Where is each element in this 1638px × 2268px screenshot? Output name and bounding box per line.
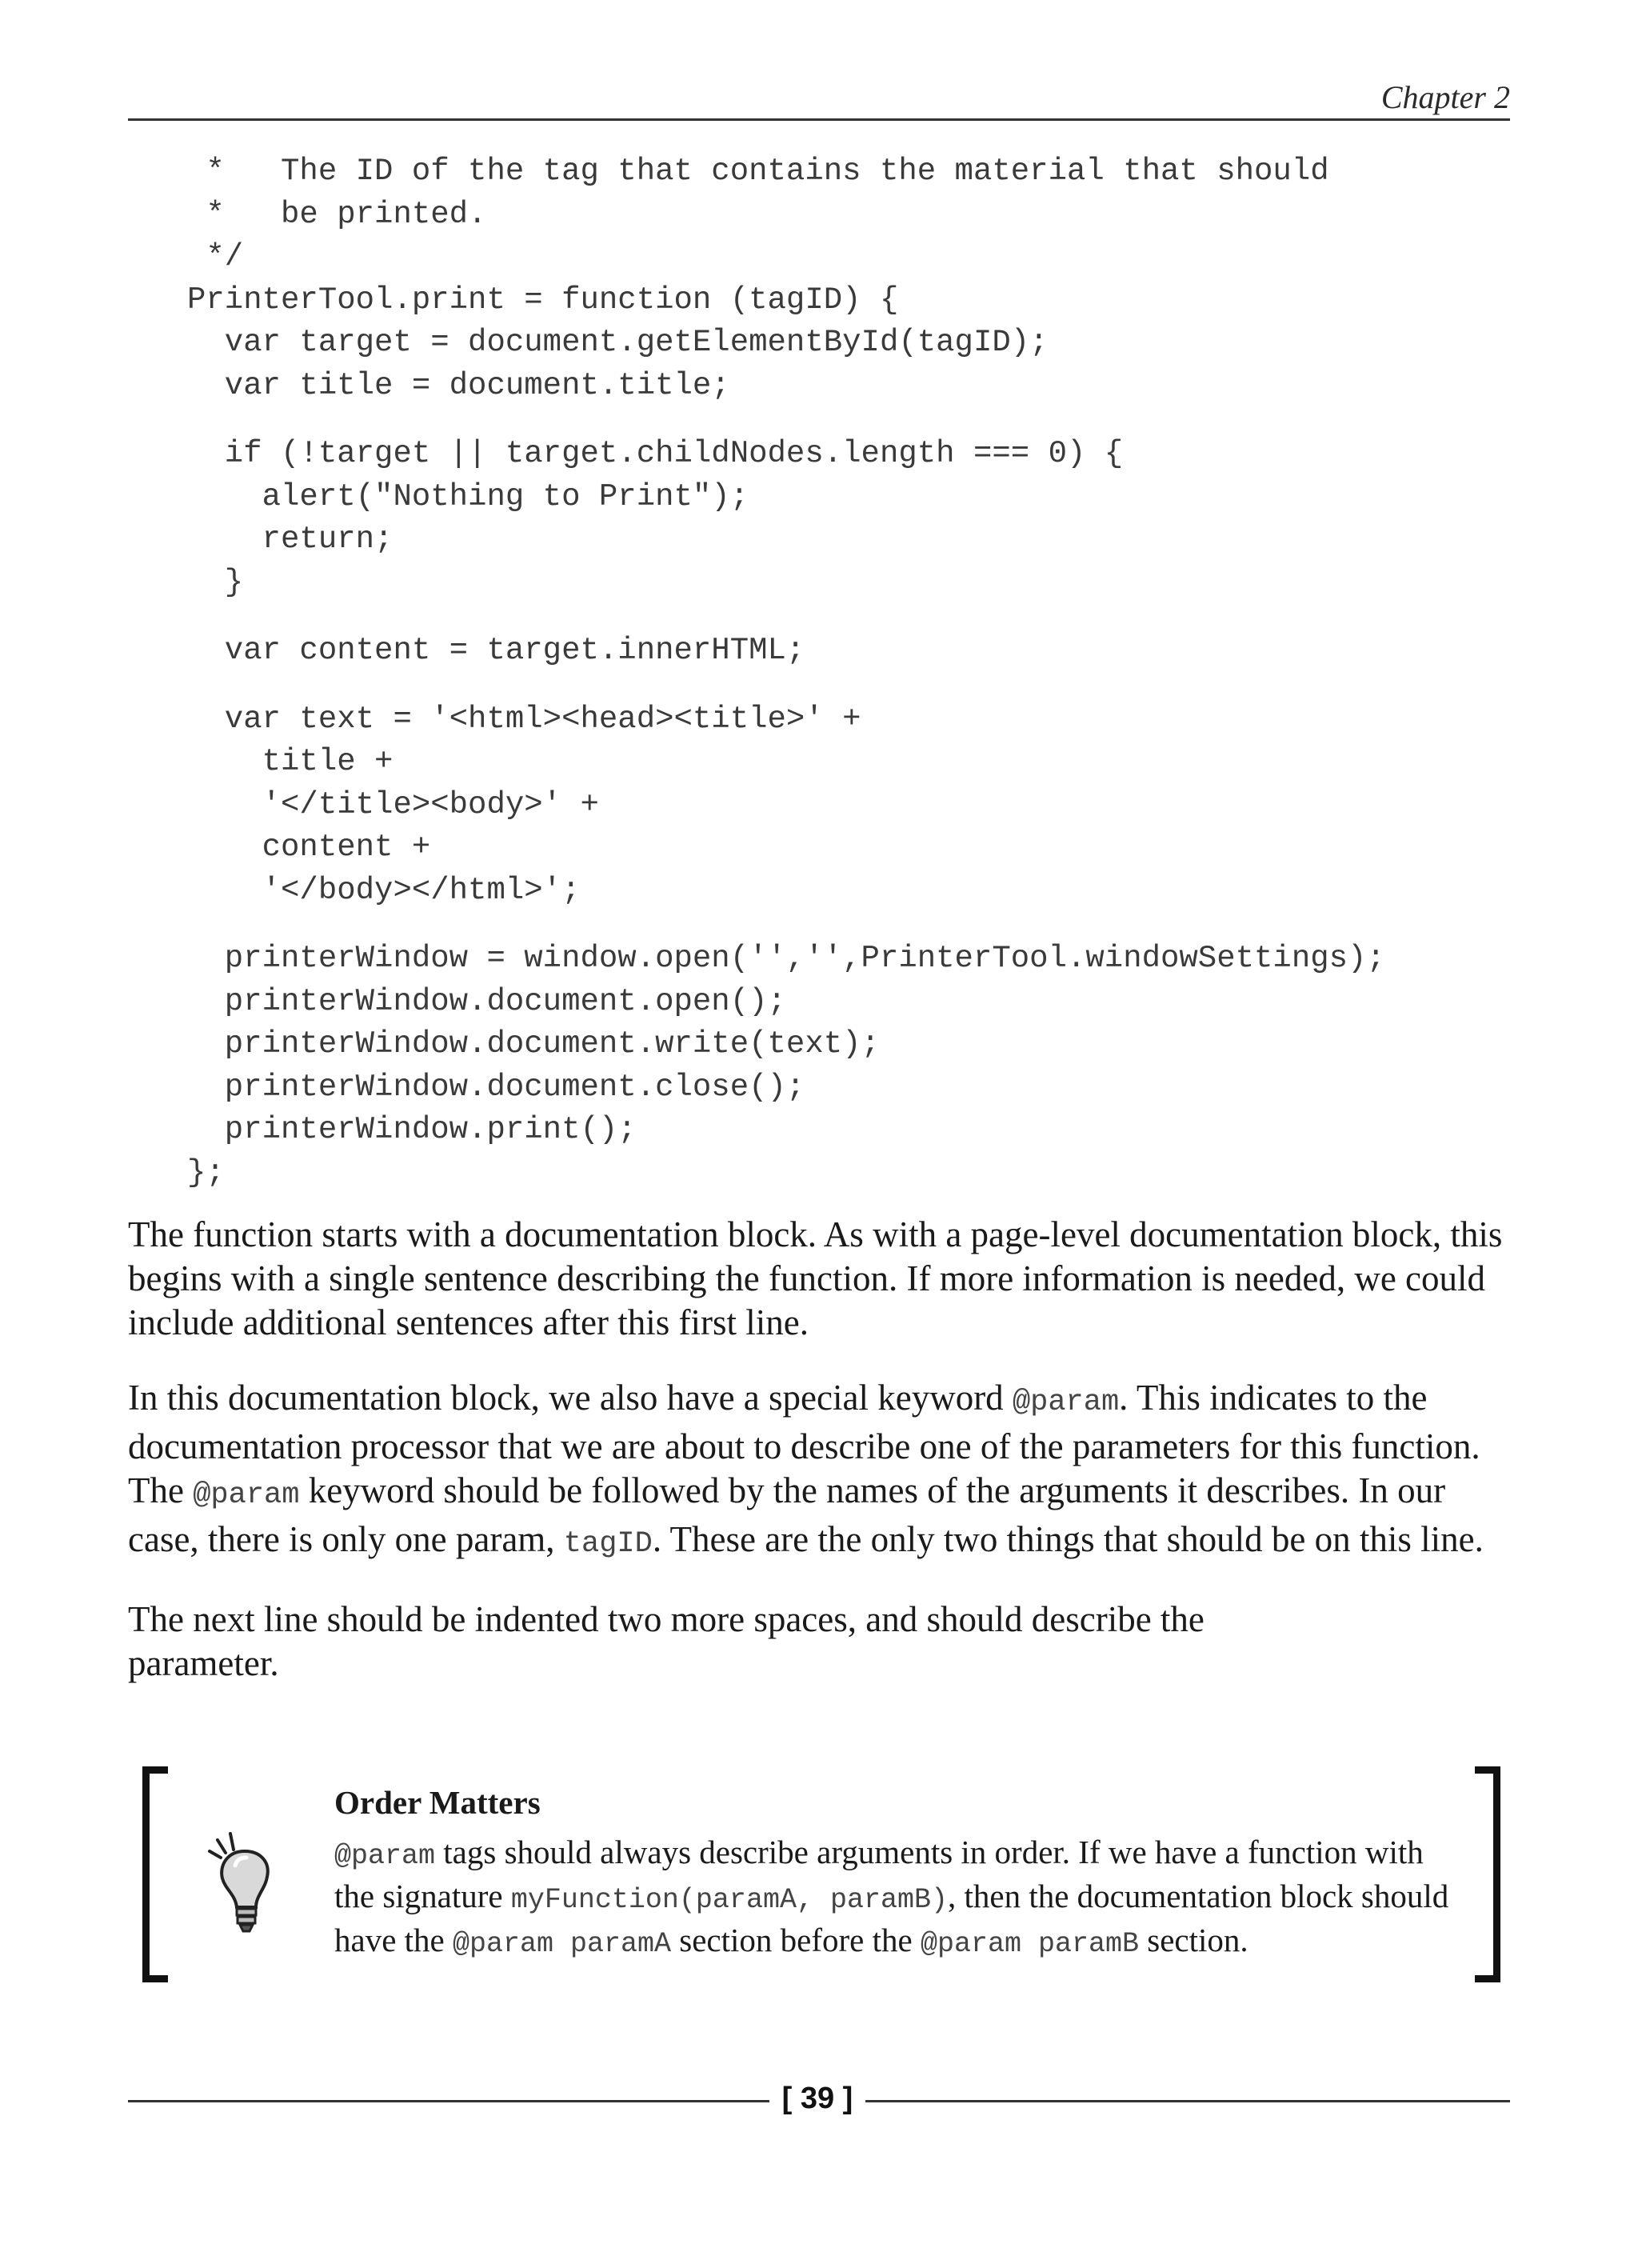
code-line: printerWindow.document.open(); [187, 983, 786, 1019]
tip-title: Order Matters [334, 1784, 541, 1821]
tip-content [334, 1782, 1454, 1964]
paragraph-3: The next line should be indented two more spaces, and should describe the parameter. [128, 1599, 1205, 1683]
chapter-label: Chapter 2 [1380, 79, 1510, 115]
code-line: * be printed. [187, 196, 487, 232]
left-bracket [142, 1766, 168, 1982]
tip-body: @param tags should always describe arguments in order. If we have a function with the signature myFunction(paramA, paramB), then the documentation block should have the @param paramA section before the @param paramB section. [334, 1834, 1449, 1960]
inline-code: @param [334, 1840, 436, 1872]
inline-code: myFunction(paramA, paramB) [510, 1884, 948, 1916]
code-line: var content = target.innerHTML; [187, 633, 805, 668]
code-line: * The ID of the tag that contains the material that should [187, 154, 1329, 189]
body-text [128, 1213, 1512, 1717]
code-line: } [187, 564, 244, 600]
code-line: var target = document.getElementById(tagID); [187, 325, 1049, 360]
header-rule [128, 118, 1510, 121]
code-line: return; [187, 522, 394, 557]
inline-code: @param [193, 1478, 300, 1512]
code-line: printerWindow.document.close(); [187, 1069, 805, 1105]
lightbulb-icon [205, 1830, 277, 1934]
page-number: [ 39 ] [781, 2082, 853, 2115]
inline-code: @param paramA [452, 1928, 672, 1960]
code-line: var title = document.title; [187, 367, 730, 403]
code-line: if (!target || target.childNodes.length === 0) { [187, 436, 1124, 471]
code-line [187, 912, 1385, 938]
tip-box [142, 1766, 1500, 1990]
code-line: PrinterTool.print = function (tagID) { [187, 282, 899, 318]
code-line: var text = '<html><head><title>' + [187, 701, 861, 737]
code-line: printerWindow.print(); [187, 1112, 637, 1147]
inline-code: @param paramB [920, 1928, 1140, 1960]
code-line: title + [187, 744, 394, 779]
code-line [187, 407, 1385, 433]
code-line: */ [187, 239, 244, 274]
code-line [187, 604, 1385, 630]
footer-rule-left [128, 2100, 769, 2102]
paragraph-2: In this documentation block, we also have a special keyword @param. This indicates to the documentation processor that we are about to describe one of the parameters for this function. The @param keyword should be followed by the names of the arguments it describes. In our case, there is only one param, tagID. These are the only two things that should be on this line. [128, 1378, 1484, 1561]
code-line: '</title><body>' + [187, 786, 599, 822]
paragraph-1: The function starts with a documentation block. As with a page-level documentation block, this begins with a single sentence describing the function. If more information is needed, we could include additional sentences after this first line. [128, 1214, 1503, 1342]
inline-code: @param [1012, 1386, 1120, 1419]
code-line: }; [187, 1154, 225, 1190]
code-line: content + [187, 830, 431, 865]
inline-code: tagID [563, 1527, 653, 1561]
footer-rule-right [865, 2100, 1510, 2102]
right-bracket [1475, 1766, 1500, 1982]
code-line: alert("Nothing to Print"); [187, 478, 749, 514]
code-block [187, 150, 1385, 1194]
code-line [187, 673, 1385, 698]
code-line: printerWindow = window.open('','',PrinterTool.windowSettings); [187, 941, 1385, 976]
code-line: '</body></html>'; [187, 872, 581, 908]
code-line: printerWindow.document.write(text); [187, 1026, 880, 1062]
